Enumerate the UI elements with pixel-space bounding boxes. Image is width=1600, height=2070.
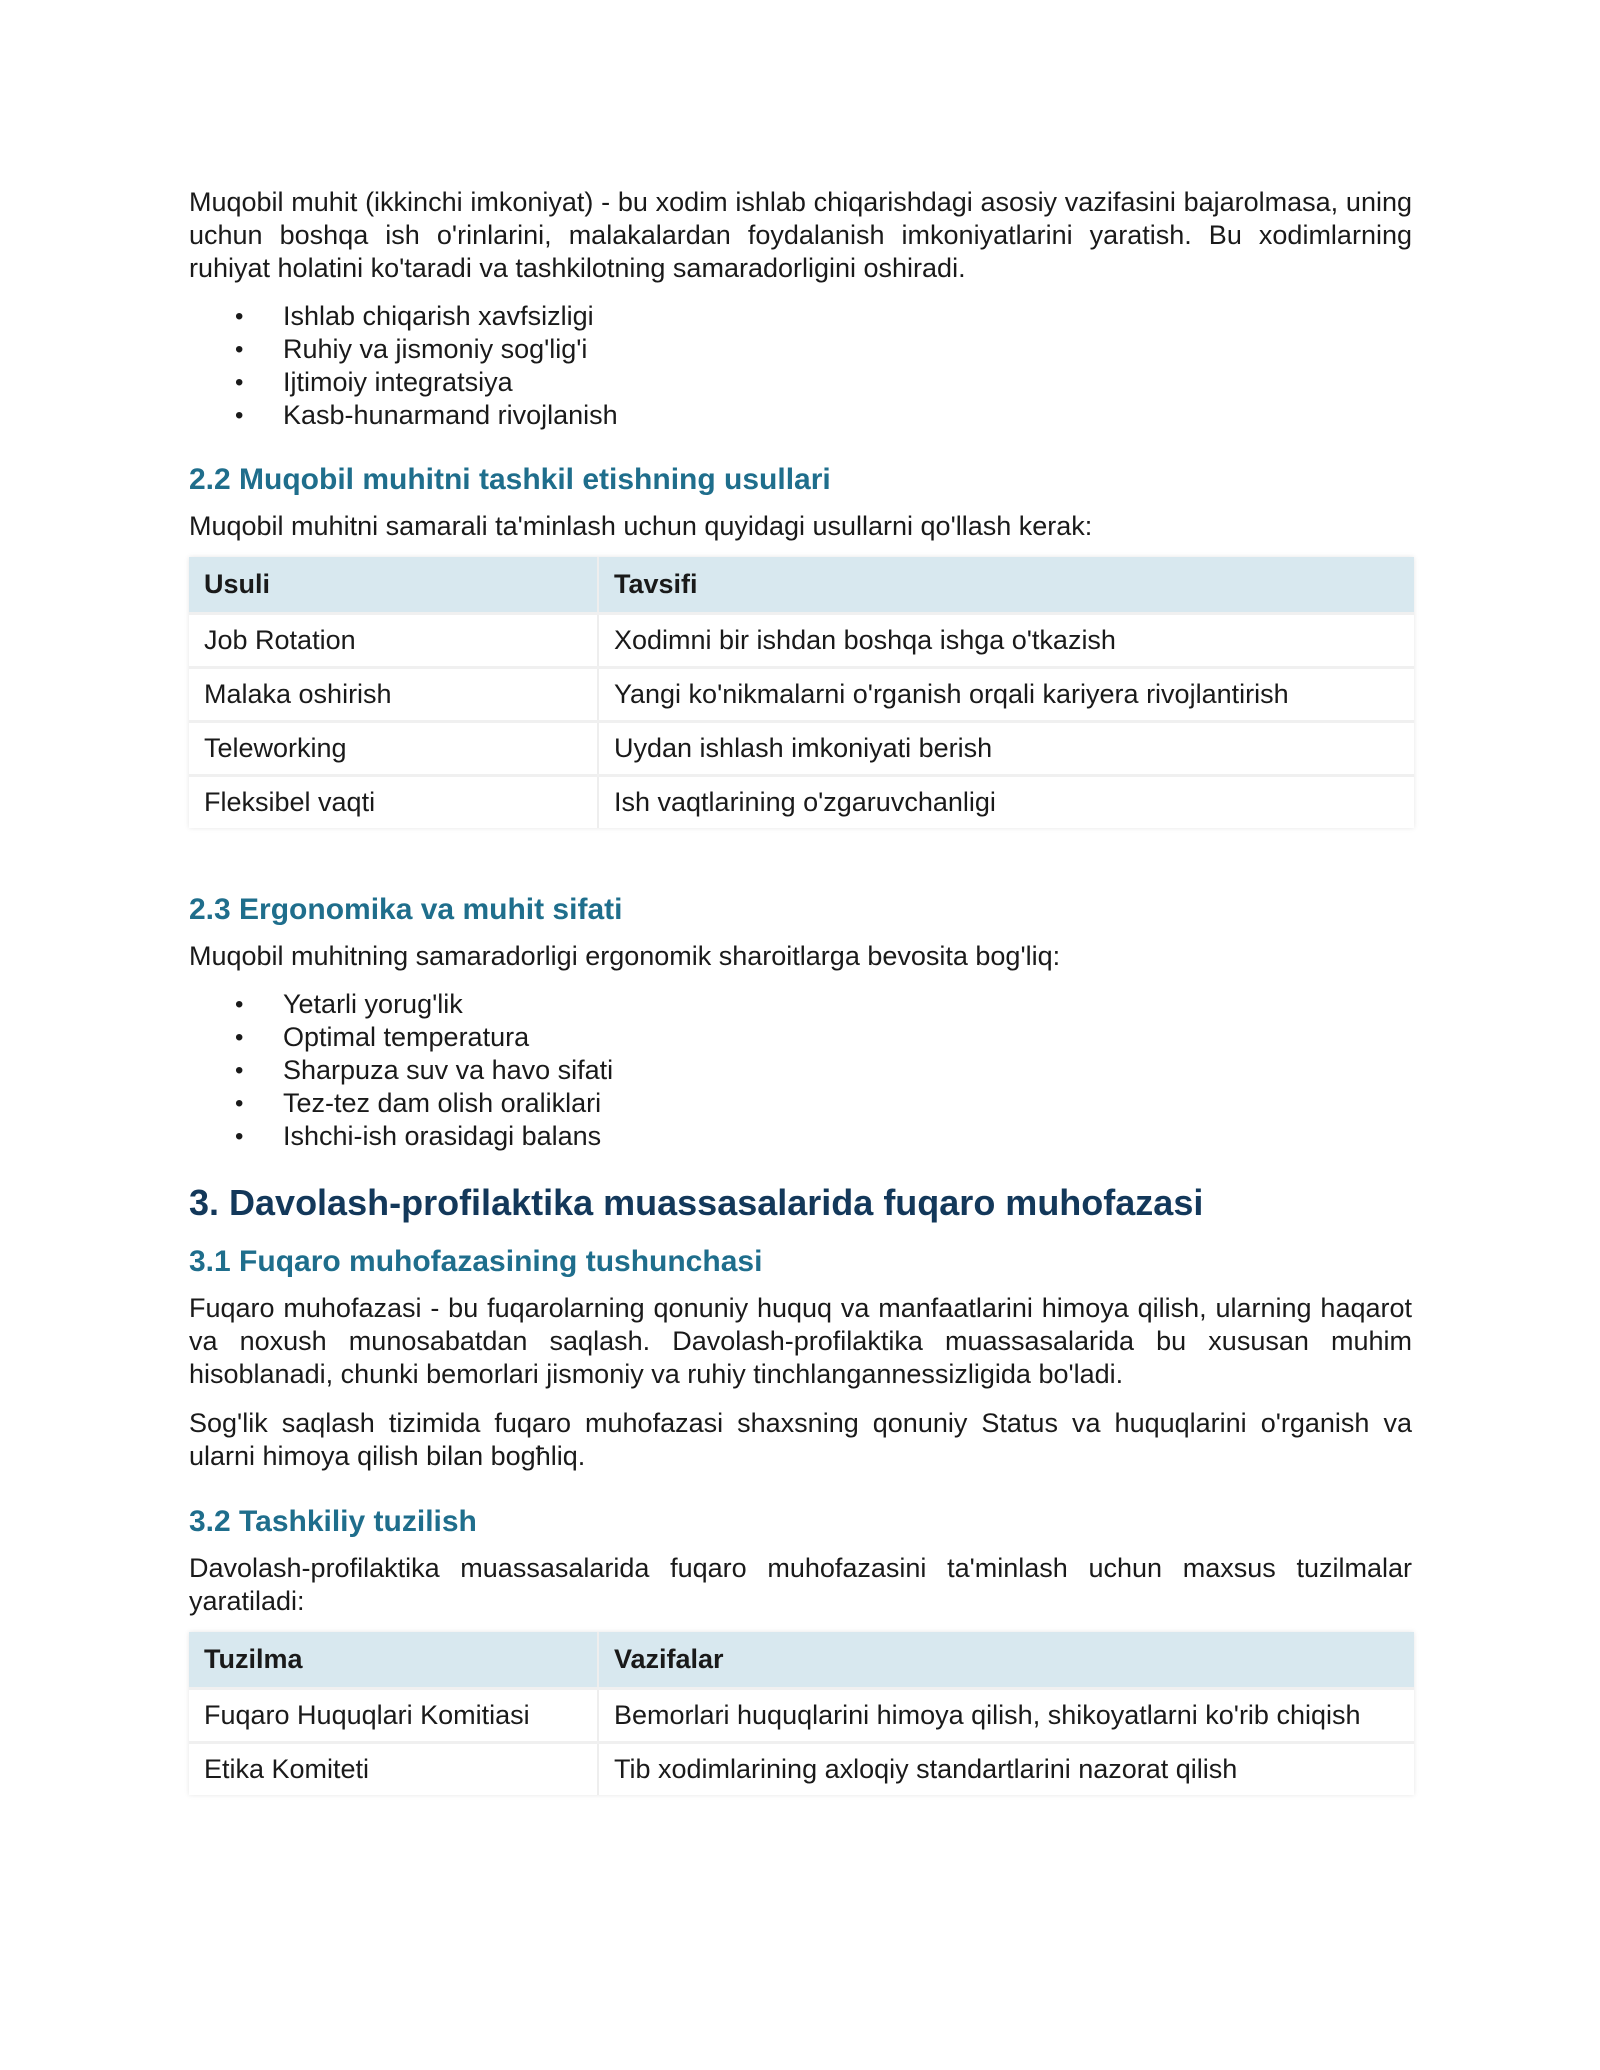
methods-table	[189, 557, 1414, 828]
column-header-usuli: Usuli	[189, 557, 598, 614]
structures-table	[189, 1632, 1414, 1795]
list-item: • Ijtimoiy integratsiya	[235, 367, 513, 397]
section-3-1-heading: 3.1 Fuqaro muhofazasining tushunchasi	[189, 1245, 763, 1278]
table-header-row	[189, 557, 1414, 614]
table-cell: Etika Komiteti	[189, 1743, 598, 1796]
section-2-3-heading: 2.3 Ergonomika va muhit sifati	[189, 893, 623, 926]
bullet-icon: •	[235, 369, 244, 396]
section-2-2-paragraph: Muqobil muhitni samarali ta'minlash uchun quyidagi usullarni qo'llash kerak:	[189, 511, 1093, 541]
table-cell: Ish vaqtlarining o'zgaruvchanligi	[598, 776, 1414, 829]
list-item: • Ishchi-ish orasidagi balans	[235, 1121, 602, 1151]
section-3-2-paragraph: Davolash-profilaktika muassasalarida fuqaro muhofazasini ta'minlash uchun maxsus tuzilmalar yaratiladi:	[189, 1553, 1412, 1616]
bullet-icon: •	[235, 1123, 244, 1150]
section-2-3-paragraph: Muqobil muhitning samaradorligi ergonomik sharoitlarga bevosita bog'liq:	[189, 941, 1061, 971]
table-cell: Fuqaro Huquqlari Komitiasi	[189, 1689, 598, 1743]
bullet-icon: •	[235, 1024, 244, 1051]
bullet-icon: •	[235, 1057, 244, 1084]
bullet-icon: •	[235, 1090, 244, 1117]
intro-paragraph: Muqobil muhit (ikkinchi imkoniyat) - bu xodim ishlab chiqarishdagi asosiy vazifasini bajarolmasa, uning uchun boshqa ish o'rinlarini, malakalardan foydalanish imkoniyatlarini yaratish. Bu xodimlarning ruhiyat holatini ko'taradi va tashkilotning samaradorligini oshiradi.	[189, 187, 1412, 283]
table-cell: Uydan ishlash imkoniyati berish	[598, 722, 1414, 776]
table-cell: Teleworking	[189, 722, 598, 776]
column-header-tavsifi: Tavsifi	[598, 557, 1414, 614]
table-row	[189, 668, 1414, 722]
section-3-heading: 3. Davolash-profilaktika muassasalarida fuqaro muhofazasi	[189, 1182, 1204, 1223]
bullet-icon: •	[235, 402, 244, 429]
list-item: • Sharpuza suv va havo sifati	[235, 1055, 614, 1085]
column-header-vazifalar: Vazifalar	[598, 1632, 1414, 1689]
table-row	[189, 1689, 1414, 1743]
table-row	[189, 722, 1414, 776]
table-cell: Job Rotation	[189, 614, 598, 668]
section-3-1-paragraph-1: Fuqaro muhofazasi - bu fuqarolarning qonuniy huquq va manfaatlarini himoya qilish, ularning haqarot va noxush munosabatdan saqlash. Davolash-profilaktika muassasalarida bu xususan muhim hisoblanadi, chunki bemorlari jismoniy va ruhiy tinchlangannessizligida bo'ladi.	[189, 1293, 1412, 1389]
bullet-icon: •	[235, 336, 244, 363]
section-2-2-heading: 2.2 Muqobil muhitni tashkil etishning usullari	[189, 463, 831, 496]
table-cell: Tib xodimlarining axloqiy standartlarini nazorat qilish	[598, 1743, 1414, 1796]
table-row	[189, 1743, 1414, 1796]
document-page	[189, 186, 1412, 1795]
list-item: • Ishlab chiqarish xavfsizligi	[235, 301, 594, 331]
list-item: • Optimal temperatura	[235, 1022, 530, 1052]
table-row	[189, 614, 1414, 668]
bullet-icon: •	[235, 303, 244, 330]
column-header-tuzilma: Tuzilma	[189, 1632, 598, 1689]
list-item: • Kasb-hunarmand rivojlanish	[235, 400, 618, 430]
table-cell: Bemorlari huquqlarini himoya qilish, shikoyatlarni ko'rib chiqish	[598, 1689, 1414, 1743]
list-item: • Ruhiy va jismoniy sog'lig'i	[235, 334, 588, 364]
section-3-1-paragraph-2: Sog'lik saqlash tizimida fuqaro muhofazasi shaxsning qonuniy Status va huquqlarini o'rganish va ularni himoya qilish bilan bogħliq.	[189, 1408, 1412, 1471]
table-cell: Xodimni bir ishdan boshqa ishga o'tkazish	[598, 614, 1414, 668]
section-3-2-heading: 3.2 Tashkiliy tuzilish	[189, 1505, 477, 1538]
list-item: • Tez-tez dam olish oraliklari	[235, 1088, 602, 1118]
table-header-row	[189, 1632, 1414, 1689]
table-row	[189, 776, 1414, 829]
ergonomics-bullet-list	[189, 988, 1412, 1153]
table-cell: Fleksibel vaqti	[189, 776, 598, 829]
intro-bullet-list	[189, 300, 1412, 432]
bullet-icon: •	[235, 991, 244, 1018]
table-cell: Malaka oshirish	[189, 668, 598, 722]
list-item: • Yetarli yorug'lik	[235, 989, 463, 1019]
table-cell: Yangi ko'nikmalarni o'rganish orqali kariyera rivojlantirish	[598, 668, 1414, 722]
